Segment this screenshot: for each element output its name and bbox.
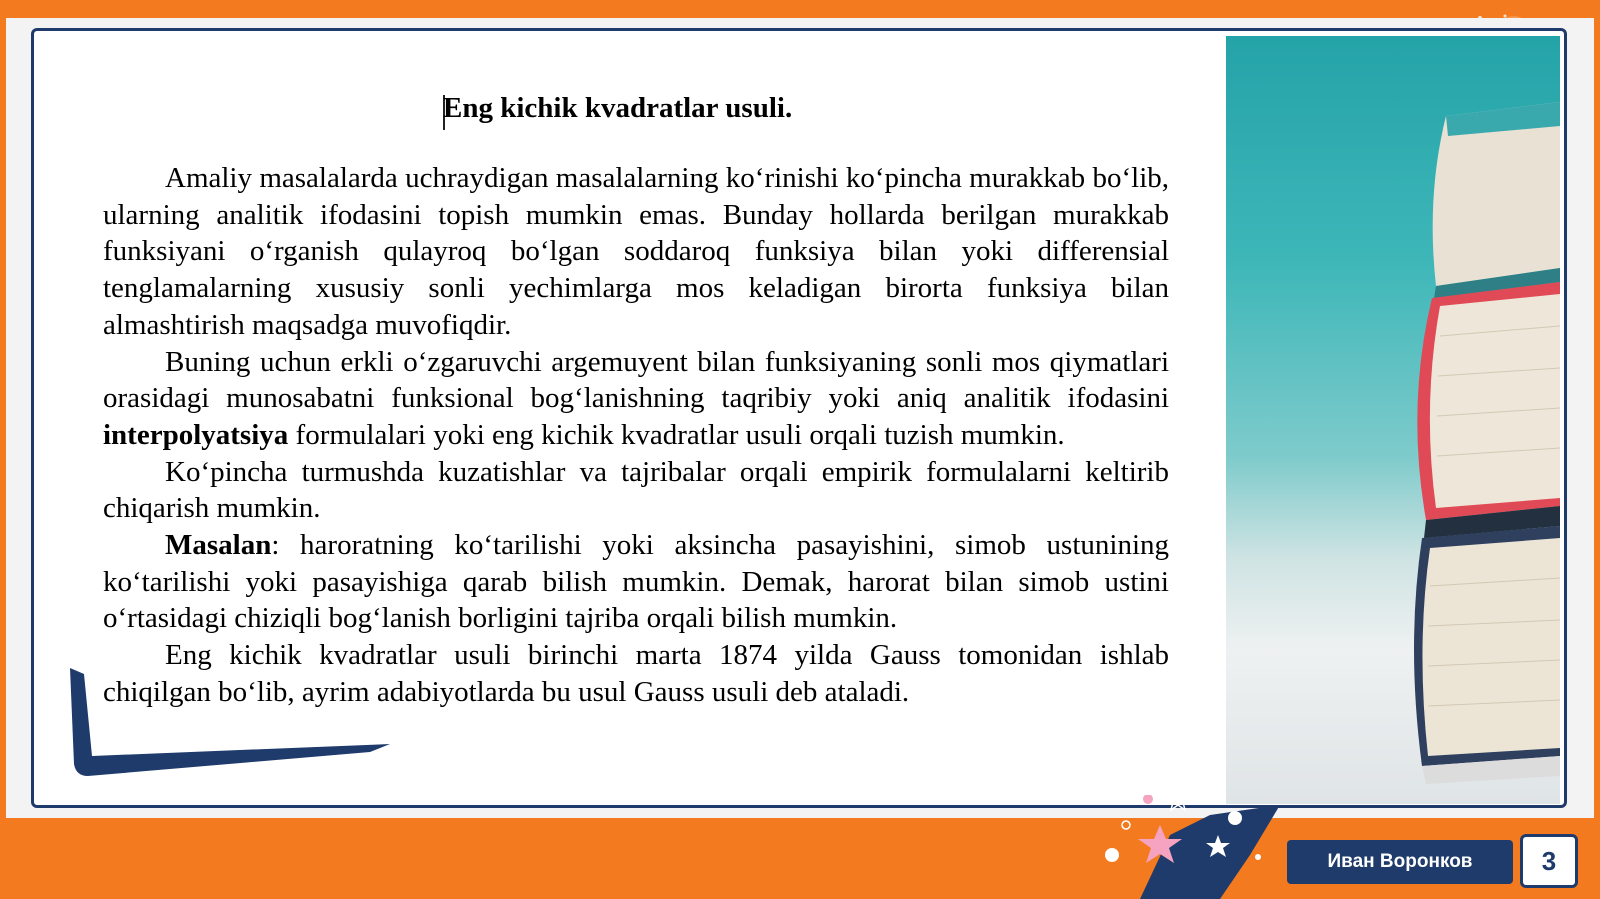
interpolation-term: interpolyatsiya bbox=[103, 418, 289, 451]
author-name-box bbox=[1287, 840, 1513, 884]
paragraph-3 bbox=[103, 454, 1169, 527]
books-illustration bbox=[1226, 36, 1560, 804]
slide-body bbox=[103, 160, 1169, 711]
star-cluster-icon bbox=[1100, 795, 1300, 899]
paragraph-2 bbox=[103, 344, 1169, 454]
paragraph-4-text: : haroratning ko‘tarilishi yoki aksincha pasayishini, simob ustunining ko‘tarilishi yoki pasayishiga qarab bilish mumkin. Demak, harorat bilan simob ustini o‘rtasidagi chiziqli bog‘lanish borligini tajriba orqali bilish mumkin. bbox=[103, 529, 1169, 635]
paragraph-5-text: Eng kichik kvadratlar usuli birinchi marta 1874 yilda Gauss tomonidan ishlab chiqilgan bo‘lib, ayrim adabiyotlarda bu usul Gauss usuli deb ataladi. bbox=[103, 639, 1169, 708]
books-photo bbox=[1226, 36, 1560, 804]
paragraph-3-text: Ko‘pincha turmushda kuzatishlar va tajribalar orqali empirik formulalarni keltirib chiqarish mumkin. bbox=[103, 455, 1169, 525]
paragraph-5 bbox=[103, 637, 1169, 710]
top-orange-band bbox=[0, 0, 1600, 18]
paragraph-2-text-start: Buning uchun erkli o‘zgaruvchi argemuyent bilan funksiyaning sonli mos qiymatlari orasidagi munosabatni funksional bog‘lanishning taqribiy yoki aniq analitik ifodasini bbox=[103, 345, 1169, 415]
author-name: Иван Воронков bbox=[1327, 851, 1473, 872]
paragraph-1 bbox=[103, 160, 1169, 344]
paragraph-1-text: Amaliy masalalarda uchraydigan masalalarning ko‘rinishi ko‘pincha murakkab bo‘lib, ularning analitik ifodasini topish mumkin emas. Bunday hollarda berilgan murakkab funksiyani o‘rganish qulayroq bo‘lgan soddaroq funksiya bilan yoki differensial tenglamalarning xususiy sonli yechimlarga mos keladigan birorta funksiya bilan almashtirish maqsadga muvofiqdir. bbox=[103, 162, 1169, 341]
page-number: 3 bbox=[1541, 845, 1557, 876]
paragraph-4 bbox=[103, 527, 1169, 637]
slide-title: Eng kichik kvadratlar usuli. bbox=[443, 92, 793, 124]
example-label: Masalan bbox=[165, 529, 272, 562]
paragraph-2-text-end: formulalari yoki eng kichik kvadratlar usuli orqali tuzish mumkin. bbox=[288, 418, 1065, 451]
page-number-box bbox=[1520, 834, 1578, 888]
